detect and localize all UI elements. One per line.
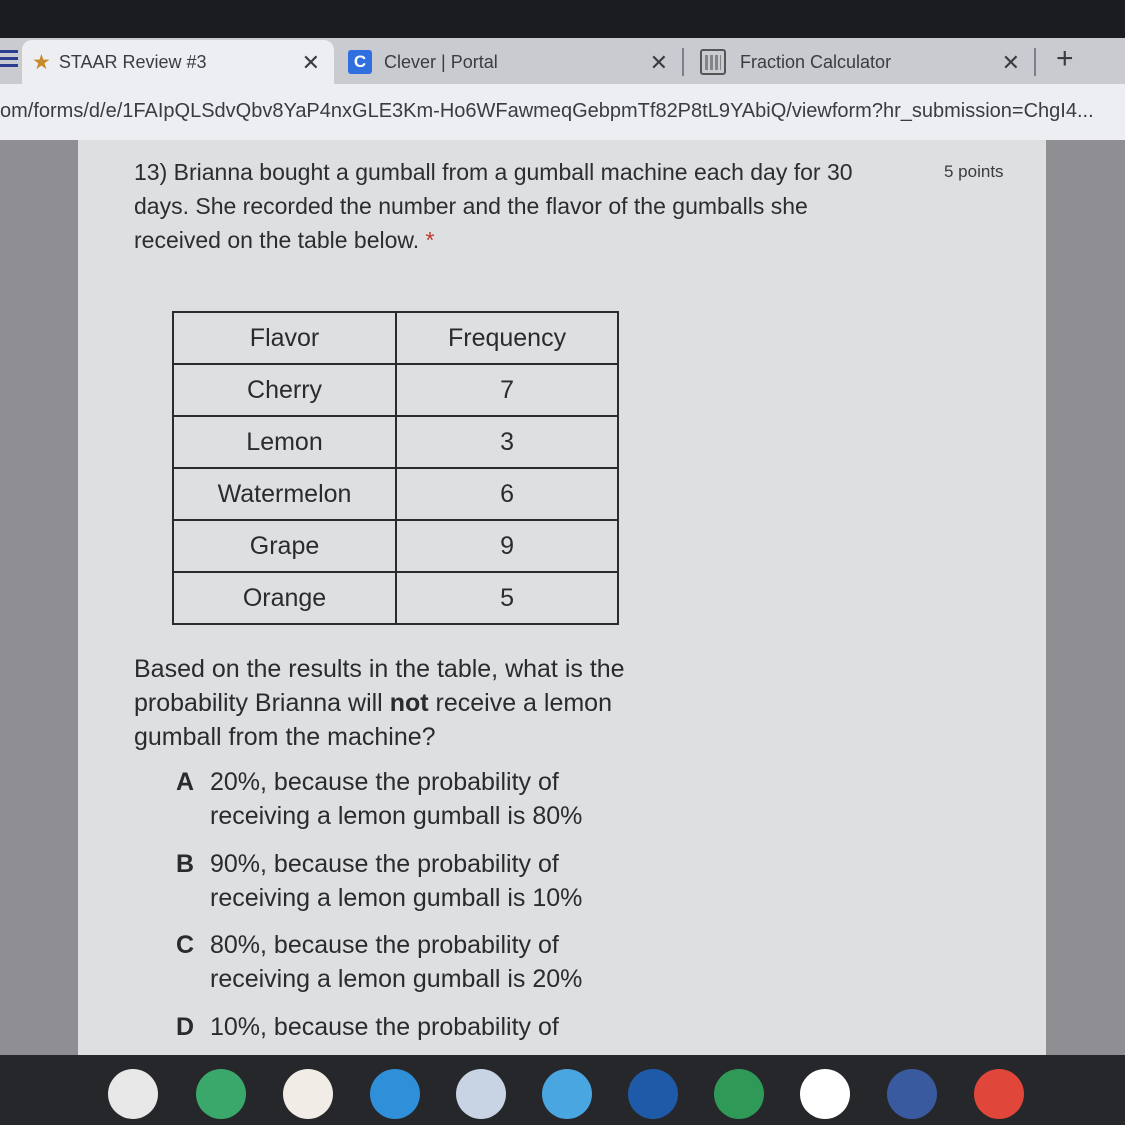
url-text[interactable]: om/forms/d/e/1FAIpQLSdvQbv8YaP4nxGLE3Km-Ho6WFawmeqGebpmTf82P8tL9YAbiQ/viewform?hr_submission=ChgI4... — [0, 100, 1094, 122]
choice-text: 10%, because the probability of — [210, 1013, 559, 1041]
close-tab-icon[interactable]: ✕ — [1001, 50, 1020, 75]
tab-title: STAAR Review #3 — [58, 51, 207, 72]
choice-letter: A — [176, 768, 195, 796]
choice-text: 20%, because the probability of receiving a lemon gumball is 80% — [210, 768, 583, 830]
new-tab-button[interactable]: + — [1056, 42, 1074, 75]
choice-b[interactable] — [176, 847, 636, 915]
close-tab-icon[interactable]: ✕ — [301, 50, 320, 75]
prompt-after: receive a lemon gumball from the machine? — [134, 689, 612, 751]
microphone-app-icon[interactable] — [542, 1069, 592, 1119]
clever-c-icon: C — [348, 50, 372, 74]
choice-letter: C — [176, 931, 195, 959]
table-row — [173, 520, 618, 572]
calculator-app-icon[interactable] — [108, 1069, 158, 1119]
table-row — [173, 468, 618, 520]
question-text — [134, 155, 894, 257]
points-label: 5 points — [944, 162, 1004, 181]
tab-clever-portal[interactable] — [336, 40, 682, 84]
browser-tab-bar — [0, 38, 1125, 84]
column-header-flavor: Flavor — [173, 312, 396, 364]
table-header-row — [173, 312, 618, 364]
tab-title: Fraction Calculator — [740, 51, 892, 72]
table-row — [173, 572, 618, 624]
choice-a[interactable] — [176, 765, 636, 833]
close-tab-icon[interactable]: ✕ — [649, 50, 668, 75]
flavor-cell: Grape — [173, 520, 396, 572]
tab-separator — [1034, 48, 1036, 76]
prompt-text — [134, 652, 634, 754]
texas-flag-app-icon[interactable] — [800, 1069, 850, 1119]
table-row — [173, 416, 618, 468]
column-header-frequency: Frequency — [396, 312, 618, 364]
desmos-app-icon[interactable] — [283, 1069, 333, 1119]
choice-c[interactable] — [176, 928, 636, 996]
frequency-cell: 7 — [396, 364, 618, 416]
prompt-before: Based on the results in the table, what is the probability Brianna will — [134, 655, 625, 717]
flavor-cell: Watermelon — [173, 468, 396, 520]
tab-title: Clever | Portal — [384, 51, 498, 72]
choice-letter: B — [176, 850, 195, 878]
pearson-app-icon[interactable] — [628, 1069, 678, 1119]
question-body: 13) Brianna bought a gumball from a gumball machine each day for 30 days. She recorded the number and the flavor of the gumballs she received on the table below. — [134, 159, 853, 253]
taskbar — [0, 1055, 1125, 1125]
frequency-cell: 3 — [396, 416, 618, 468]
choice-d[interactable] — [176, 1010, 636, 1044]
chat-app-icon[interactable] — [370, 1069, 420, 1119]
screen-top-bezel — [0, 0, 1125, 40]
calculator-icon — [700, 49, 726, 75]
table-row — [173, 364, 618, 416]
flavor-cell: Lemon — [173, 416, 396, 468]
choice-text: 90%, because the probability of receiving a lemon gumball is 10% — [210, 850, 583, 912]
flavor-cell: Orange — [173, 572, 396, 624]
tab-staar-review[interactable] — [22, 40, 334, 84]
address-bar[interactable] — [0, 84, 1125, 140]
forms-menu-icon[interactable] — [0, 50, 20, 68]
frequency-cell: 9 — [396, 520, 618, 572]
frequency-table — [172, 311, 619, 625]
app-grid-icon[interactable] — [456, 1069, 506, 1119]
flavor-cell: Cherry — [173, 364, 396, 416]
classroom-app-icon[interactable] — [714, 1069, 764, 1119]
frequency-cell: 6 — [396, 468, 618, 520]
prompt-emphasis: not — [389, 689, 429, 717]
star-icon: ★ — [32, 50, 51, 74]
math-app-icon[interactable] — [196, 1069, 246, 1119]
sports-app-icon[interactable] — [887, 1069, 937, 1119]
required-marker: * — [425, 227, 435, 253]
choice-letter: D — [176, 1013, 195, 1041]
tab-fraction-calculator[interactable] — [688, 40, 1034, 84]
tab-separator — [682, 48, 684, 76]
choice-text: 80%, because the probability of receiving a lemon gumball is 20% — [210, 931, 583, 993]
frequency-cell: 5 — [396, 572, 618, 624]
chrome-icon[interactable] — [974, 1069, 1024, 1119]
